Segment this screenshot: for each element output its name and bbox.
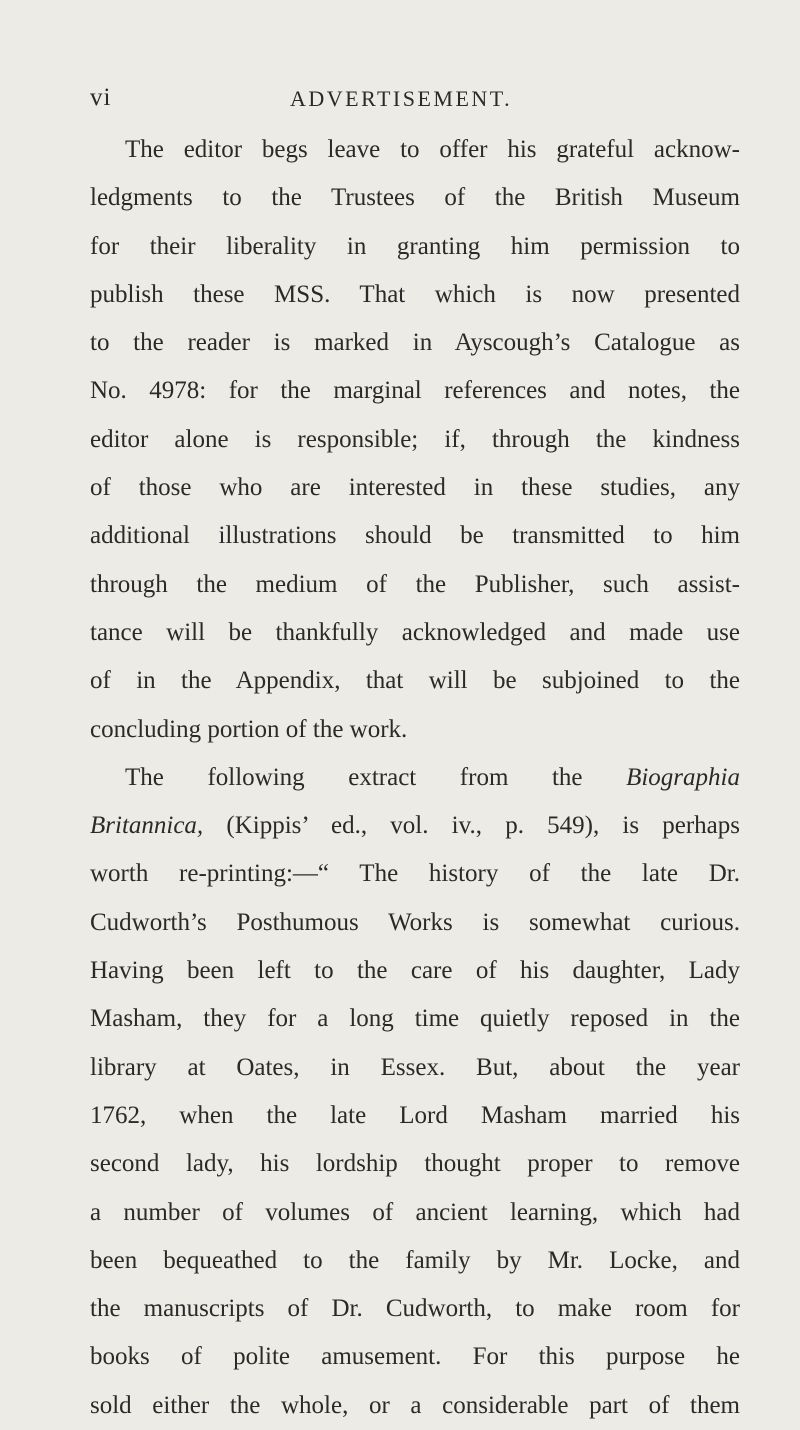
running-head: ADVERTISEMENT. — [290, 86, 513, 111]
text-line: library at Oates, in Essex. But, about the year — [90, 1053, 740, 1081]
text-line: 1762, when the late Lord Masham married his — [90, 1101, 740, 1129]
text-line: No. 4978: for the marginal references and notes, the — [90, 377, 740, 405]
text-line — [90, 754, 740, 802]
text-line: Having been left to the care of his daughter, Lady — [90, 957, 740, 985]
text-segment: The following extract from the — [125, 763, 627, 791]
text-line: been bequeathed to the family by Mr. Locke, and — [90, 1246, 740, 1274]
body-text — [90, 126, 740, 1430]
text-line: the manuscripts of Dr. Cudworth, to make room for — [90, 1295, 740, 1323]
text-line: editor alone is responsible; if, through the kindness — [90, 425, 740, 453]
text-line: worth re-printing:—“ The history of the late Dr. — [90, 860, 740, 888]
text-line: sold either the whole, or a considerable part of them — [90, 1391, 740, 1419]
italic-title: Britannica, — [90, 812, 204, 840]
text-line: of those who are interested in these studies, any — [90, 474, 740, 502]
text-line: to the reader is marked in Ayscough’s Catalogue as — [90, 329, 740, 357]
text-line: a number of volumes of ancient learning, which had — [90, 1198, 740, 1226]
italic-title: Biographia — [626, 763, 740, 791]
page-number: vi — [90, 84, 112, 111]
text-line: books of polite amusement. For this purpose he — [90, 1343, 740, 1371]
text-line: second lady, his lordship thought proper to remove — [90, 1150, 740, 1178]
text-line: through the medium of the Publisher, such assist- — [90, 570, 740, 598]
text-line: Masham, they for a long time quietly reposed in the — [90, 1005, 740, 1033]
text-line: of in the Appendix, that will be subjoined to the — [90, 667, 740, 695]
text-line: publish these MSS. That which is now presented — [90, 280, 740, 308]
text-segment: (Kippis’ ed., vol. iv., p. 549), is perhaps — [203, 812, 740, 840]
text-line: ledgments to the Trustees of the British Museum — [90, 184, 740, 212]
text-line: additional illustrations should be transmitted to him — [90, 522, 740, 550]
text-line: tance will be thankfully acknowledged and made use — [90, 618, 740, 646]
text-line: Cudworth’s Posthumous Works is somewhat curious. — [90, 908, 740, 936]
text-line: for their liberality in granting him permission to — [90, 232, 740, 260]
text-line: The editor begs leave to offer his grateful acknow- — [125, 136, 740, 163]
text-line: concluding portion of the work. — [90, 715, 408, 743]
text-line — [90, 802, 740, 850]
page-header — [90, 84, 710, 124]
